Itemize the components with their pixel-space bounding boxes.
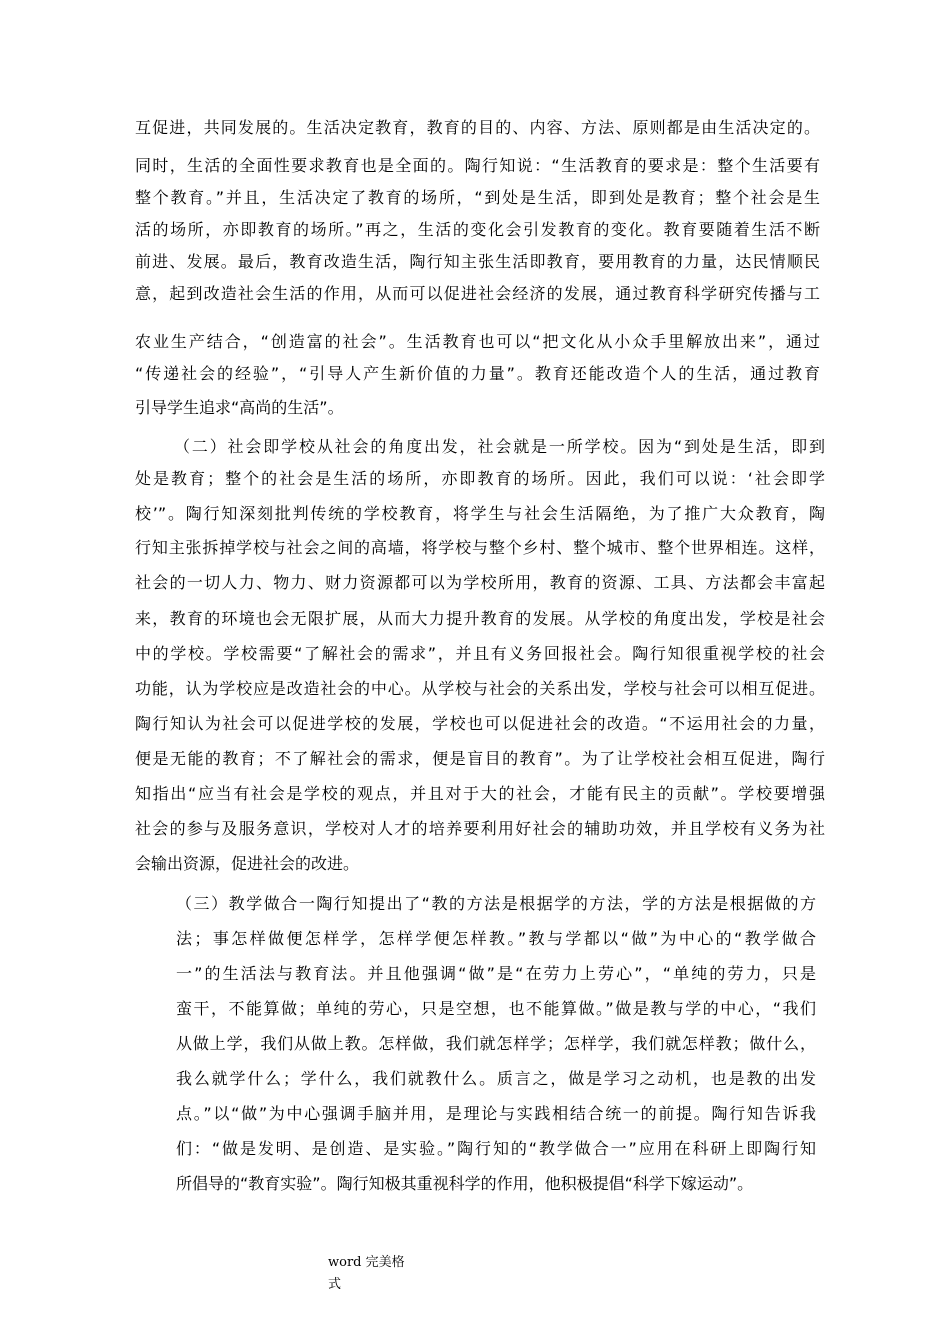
page-footer bbox=[328, 1252, 418, 1296]
text-line: 所倡导的“教育实验”。陶行知极其重视科学的作用，他积极提倡“科学下嫁运动”。 bbox=[176, 1174, 754, 1193]
text-line: 社会的参与及服务意识，学校对人才的培养要利用好社会的辅助功效，并且学校有义务为社 bbox=[135, 819, 825, 838]
text-line: （二）社会即学校从社会的角度出发，社会就是一所学校。因为“到处是生活，即到 bbox=[174, 437, 825, 456]
text-line: 引导学生追求“高尚的生活”。 bbox=[135, 398, 344, 417]
text-line: 知指出“应当有社会是学校的观点，并且对于大的社会，才能有民主的贡献”。学校要增强 bbox=[135, 784, 825, 803]
text-line: 法；事怎样做便怎样学，怎样学便怎样教。”教与学都以“做”为中心的“教学做合 bbox=[176, 929, 816, 948]
text-line: 活的场所，亦即教育的场所。”再之，生活的变化会引发教育的变化。教育要随着生活不断 bbox=[135, 220, 820, 239]
text-line: 一”的生活法与教育法。并且他强调“做”是“在劳力上劳心”，“单纯的劳力，只是 bbox=[176, 964, 816, 983]
text-line: 社会的一切人力、物力、财力资源都可以为学校所用，教育的资源、工具、方法都会丰富起 bbox=[135, 573, 825, 592]
text-line: 来，教育的环境也会无限扩展，从而大力提升教育的发展。从学校的角度出发，学校是社会 bbox=[135, 609, 825, 628]
text-line: 们：“做是发明、是创造、是实验。”陶行知的“教学做合一”应用在科研上即陶行知 bbox=[176, 1139, 816, 1158]
text-line: 互促进，共同发展的。生活决定教育，教育的目的、内容、方法、原则都是由生活决定的。 bbox=[135, 118, 820, 137]
text-line: 我么就学什么；学什么，我们就教什么。质言之，做是学习之动机，也是教的出发 bbox=[176, 1069, 816, 1088]
text-line: “传递社会的经验”，“引导人产生新价值的力量”。教育还能改造个人的生活，通过教育 bbox=[135, 364, 820, 383]
text-line: 意，起到改造社会生活的作用，从而可以促进社会经济的发展，通过教育科学研究传播与工 bbox=[135, 284, 820, 303]
text-line: 中的学校。学校需要“了解社会的需求”，并且有义务回报社会。陶行知很重视学校的社会 bbox=[135, 644, 825, 663]
footer-line: word 完美格 bbox=[328, 1255, 405, 1270]
text-line: 便是无能的教育；不了解社会的需求，便是盲目的教育”。为了让学校社会相互促进，陶行 bbox=[135, 749, 825, 768]
text-line: 行知主张拆掉学校与社会之间的高墙，将学校与整个乡村、整个城市、整个世界相连。这样， bbox=[135, 538, 825, 557]
text-line: 功能，认为学校应是改造社会的中心。从学校与社会的关系出发，学校与社会可以相互促进。 bbox=[135, 679, 825, 698]
text-line: 点。”以“做”为中心强调手脑并用，是理论与实践相结合统一的前提。陶行知告诉我 bbox=[176, 1104, 816, 1123]
text-line: 前进、发展。最后，教育改造生活，陶行知主张生活即教育，要用教育的力量，达民情顺民 bbox=[135, 252, 820, 271]
text-line: 整个教育。”并且，生活决定了教育的场所，“到处是生活，即到处是教育；整个社会是生 bbox=[135, 188, 820, 207]
text-line: 会输出资源，促进社会的改进。 bbox=[135, 854, 360, 873]
text-line: 蛮干，不能算做；单纯的劳心，只是空想，也不能算做。”做是教与学的中心，“我们 bbox=[176, 999, 816, 1018]
text-line: 陶行知认为社会可以促进学校的发展，学校也可以促进社会的改造。“不运用社会的力量， bbox=[135, 714, 825, 733]
text-line: 从做上学，我们从做上教。怎样做，我们就怎样学；怎样学，我们就怎样教；做什么， bbox=[176, 1034, 816, 1053]
text-line: 处是教育；整个的社会是生活的场所，亦即教育的场所。因此，我们可以说：‘社会即学 bbox=[135, 469, 825, 488]
text-line: 校’”。陶行知深刻批判传统的学校教育，将学生与社会生活隔绝，为了推广大众教育，陶 bbox=[135, 504, 825, 523]
text-line: 农业生产结合，“创造富的社会”。生活教育也可以“把文化从小众手里解放出来”，通过 bbox=[135, 332, 820, 351]
footer-line: 式 bbox=[328, 1277, 342, 1292]
text-line: 同时，生活的全面性要求教育也是全面的。陶行知说：“生活教育的要求是：整个生活要有 bbox=[135, 156, 820, 175]
text-line: （三）教学做合一陶行知提出了“教的方法是根据学的方法，学的方法是根据做的方 bbox=[176, 894, 816, 913]
